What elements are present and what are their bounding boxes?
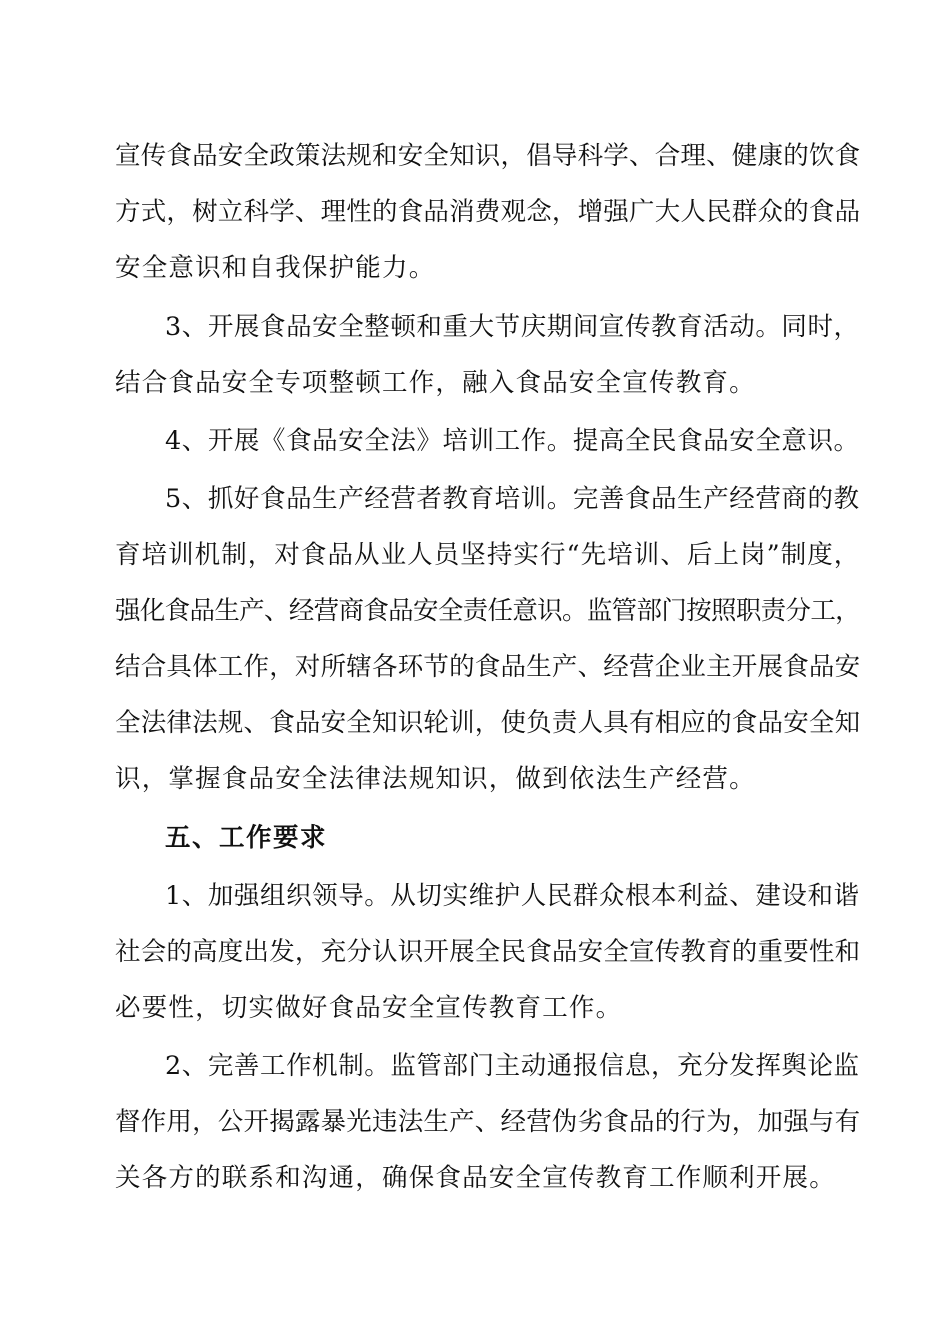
- paragraph-line: 强化食品生产、经营商食品安全责任意识。监管部门按照职责分工，: [115, 596, 861, 626]
- paragraph-line: 宣传食品安全政策法规和安全知识，倡导科学、合理、健康的饮食: [115, 141, 861, 171]
- paragraph-line: 识，掌握食品安全法律法规知识，做到依法生产经营。: [115, 764, 756, 794]
- paragraph-line: 育培训机制，对食品从业人员坚持实行“先培训、后上岗”制度，: [115, 540, 861, 570]
- paragraph-line: 关各方的联系和沟通，确保食品安全宣传教育工作顺利开展。: [115, 1163, 836, 1193]
- paragraph-line: 3、开展食品安全整顿和重大节庆期间宣传教育活动。同时，: [165, 312, 860, 342]
- section-heading: 五、工作要求: [165, 823, 328, 853]
- paragraph-line: 5、抓好食品生产经营者教育培训。完善食品生产经营商的教: [165, 484, 860, 514]
- paragraph-line: 2、完善工作机制。监管部门主动通报信息，充分发挥舆论监: [165, 1051, 860, 1081]
- paragraph-line: 督作用，公开揭露暴光违法生产、经营伪劣食品的行为，加强与有: [115, 1107, 861, 1137]
- paragraph-line: 结合食品安全专项整顿工作，融入食品安全宣传教育。: [115, 368, 756, 398]
- paragraph-line: 安全意识和自我保护能力。: [115, 253, 436, 283]
- paragraph-line: 方式，树立科学、理性的食品消费观念，增强广大人民群众的食品: [115, 197, 861, 227]
- paragraph-line: 1、加强组织领导。从切实维护人民群众根本利益、建设和谐: [165, 881, 860, 911]
- paragraph-line: 全法律法规、食品安全知识轮训，使负责人具有相应的食品安全知: [115, 708, 861, 738]
- paragraph-line: 结合具体工作，对所辖各环节的食品生产、经营企业主开展食品安: [115, 652, 861, 682]
- paragraph-line: 必要性，切实做好食品安全宣传教育工作。: [115, 993, 623, 1023]
- paragraph-line: 社会的高度出发，充分认识开展全民食品安全宣传教育的重要性和: [115, 937, 861, 967]
- paragraph-line: 4、开展《食品安全法》培训工作。提高全民食品安全意识。: [165, 426, 860, 456]
